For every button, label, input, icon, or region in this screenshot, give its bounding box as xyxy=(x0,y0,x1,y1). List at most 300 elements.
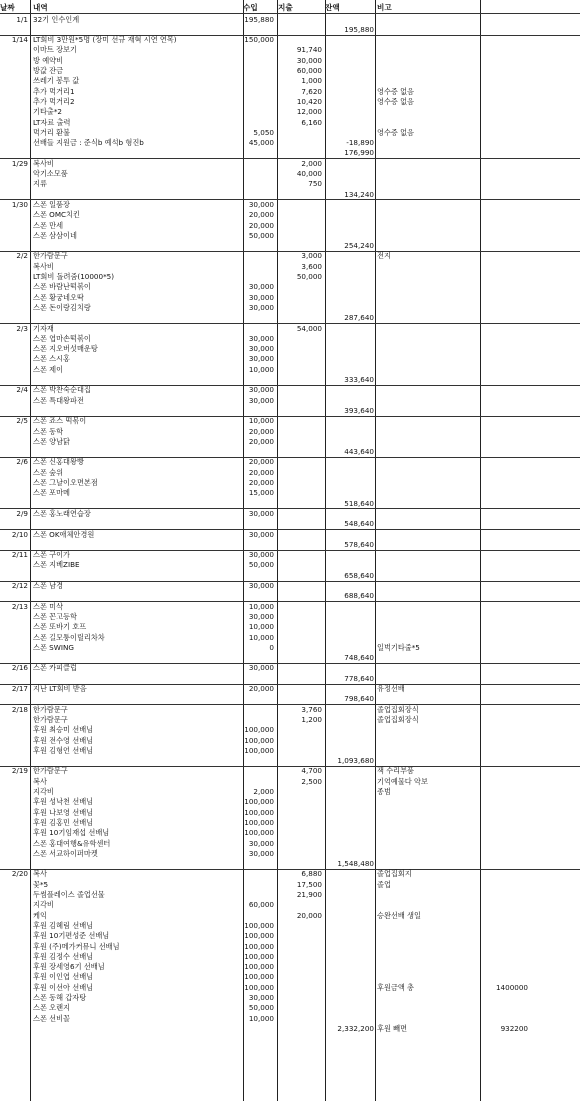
cell-date xyxy=(0,725,30,735)
cell-balance: 443,640 xyxy=(344,447,374,457)
table-row xyxy=(0,128,580,138)
cell-income: 10,000 xyxy=(248,364,274,374)
cell-income xyxy=(243,715,274,725)
cell-expense xyxy=(278,849,322,859)
table-row xyxy=(0,25,580,35)
header-desc: 내역 xyxy=(33,3,48,12)
cell-expense: 2,500 xyxy=(301,776,322,786)
cell-desc: 스폰 선비꼴 xyxy=(33,1013,71,1023)
cell-date xyxy=(0,118,30,128)
cell-desc xyxy=(33,190,243,200)
cell-note xyxy=(377,437,487,447)
cell-note xyxy=(377,231,487,241)
cell-desc xyxy=(33,148,243,158)
cell-income xyxy=(243,571,274,581)
cell-note xyxy=(377,45,487,55)
cell-income xyxy=(243,1024,274,1034)
cell-balance xyxy=(325,159,374,169)
cell-note xyxy=(377,509,487,519)
table-row xyxy=(0,725,580,735)
cell-date xyxy=(0,97,30,107)
table-row xyxy=(0,663,580,673)
table-row xyxy=(0,509,580,519)
cell-date xyxy=(0,375,30,385)
cell-note xyxy=(377,303,487,313)
cell-income xyxy=(243,591,274,601)
table-row xyxy=(0,303,580,313)
cell-expense xyxy=(278,962,322,972)
cell-note xyxy=(377,921,487,931)
table-row xyxy=(0,694,580,704)
cell-income xyxy=(243,45,274,55)
cell-balance xyxy=(325,468,374,478)
cell-date xyxy=(0,828,30,838)
cell-date xyxy=(0,25,30,35)
cell-note: 전지 xyxy=(377,251,391,261)
cell-balance xyxy=(325,839,374,849)
cell-balance xyxy=(325,725,374,735)
cell-date xyxy=(0,972,30,982)
cell-note xyxy=(377,354,487,364)
cell-date xyxy=(0,962,30,972)
cell-balance xyxy=(325,344,374,354)
cell-expense xyxy=(278,200,322,210)
table-row xyxy=(0,35,580,45)
cell-balance: 518,640 xyxy=(344,498,374,508)
cell-desc: 후원 전수영 선배님 xyxy=(33,735,94,745)
cell-note xyxy=(377,478,487,488)
cell-balance xyxy=(325,766,374,776)
cell-expense xyxy=(278,190,322,200)
cell-income xyxy=(243,869,274,879)
cell-income xyxy=(243,241,274,251)
cell-desc: 스폰 오랜지 xyxy=(33,1003,71,1013)
cell-balance xyxy=(325,251,374,261)
cell-desc: 스폰 홍노래연습장 xyxy=(33,508,91,518)
cell-balance xyxy=(325,87,374,97)
cell-note xyxy=(377,942,487,952)
cell-desc: 후원 장세영6기 선배님 xyxy=(33,962,105,972)
cell-income xyxy=(243,56,274,66)
cell-balance: 2,332,200 xyxy=(337,1023,374,1033)
table-row xyxy=(0,1014,580,1024)
table-row xyxy=(0,746,580,756)
cell-balance xyxy=(325,334,374,344)
table-row xyxy=(0,931,580,941)
cell-date xyxy=(0,880,30,890)
cell-note xyxy=(377,519,487,529)
header-expense: 지출 xyxy=(278,3,293,12)
cell-desc xyxy=(33,694,243,704)
cell-note xyxy=(377,839,487,849)
cell-date xyxy=(0,993,30,1003)
cell-income: 10,000 xyxy=(248,1013,274,1023)
cell-date xyxy=(0,1024,30,1034)
cell-desc: 선배들 지원금 : 준식b 예석b 형진b xyxy=(33,138,144,148)
cell-note: 졸업집회장식 xyxy=(377,714,419,724)
cell-balance xyxy=(325,354,374,364)
cell-balance xyxy=(325,128,374,138)
cell-income: 100,000 xyxy=(244,920,274,930)
table-row xyxy=(0,1003,580,1013)
header-balance: 잔액 xyxy=(325,3,340,12)
cell-expense xyxy=(278,25,322,35)
table-row xyxy=(0,56,580,66)
cell-expense xyxy=(278,746,322,756)
cell-date xyxy=(0,911,30,921)
cell-desc: 후원 김혜림 선배님 xyxy=(33,920,94,930)
cell-note xyxy=(377,736,487,746)
cell-income xyxy=(243,406,274,416)
cell-income xyxy=(243,674,274,684)
cell-date xyxy=(0,612,30,622)
cell-date xyxy=(0,76,30,86)
cell-expense xyxy=(278,983,322,993)
cell-note xyxy=(377,663,487,673)
cell-note xyxy=(377,972,487,982)
table-row xyxy=(0,478,580,488)
table-row xyxy=(0,828,580,838)
cell-date: 1/14 xyxy=(11,35,28,45)
table-row xyxy=(0,736,580,746)
cell-note xyxy=(377,581,487,591)
cell-date xyxy=(0,839,30,849)
cell-balance xyxy=(325,633,374,643)
cell-expense xyxy=(278,210,322,220)
cell-date xyxy=(0,890,30,900)
cell-note xyxy=(377,365,487,375)
table-row xyxy=(0,324,580,334)
cell-balance xyxy=(325,715,374,725)
cell-income: 100,000 xyxy=(244,807,274,817)
cell-note xyxy=(377,828,487,838)
cell-income xyxy=(243,169,274,179)
cell-expense: 21,900 xyxy=(296,890,322,899)
table-row xyxy=(0,45,580,55)
cell-note xyxy=(377,756,487,766)
table-row xyxy=(0,756,580,766)
cell-desc: 스폰 길모퉁이릴리차차 xyxy=(33,632,105,642)
cell-income xyxy=(243,911,274,921)
cell-date xyxy=(0,468,30,478)
table-row xyxy=(0,591,580,601)
cell-balance xyxy=(325,983,374,993)
cell-income xyxy=(243,447,274,457)
header-note: 비고 xyxy=(377,3,392,12)
cell-income: 10,000 xyxy=(248,416,274,426)
cell-date: 2/13 xyxy=(11,601,28,611)
table-row xyxy=(0,859,580,869)
cell-expense xyxy=(278,921,322,931)
cell-note: 종범 xyxy=(377,787,391,796)
cell-expense xyxy=(278,674,322,684)
cell-expense xyxy=(278,148,322,158)
cell-income: 0 xyxy=(269,642,274,652)
cell-desc: 추가 먹거리1 xyxy=(33,86,75,96)
table-row xyxy=(0,530,580,540)
cell-balance xyxy=(325,179,374,189)
cell-income: 100,000 xyxy=(244,951,274,961)
cell-desc: 스폰 숲위 xyxy=(33,467,64,477)
table-row xyxy=(0,159,580,169)
cell-expense: 1,000 xyxy=(301,76,322,86)
cell-desc xyxy=(33,519,243,529)
cell-income: 30,000 xyxy=(248,292,274,302)
cell-note xyxy=(377,488,487,498)
cell-note xyxy=(377,962,487,972)
table-row xyxy=(0,447,580,457)
cell-desc xyxy=(33,406,243,416)
cell-balance xyxy=(325,437,374,447)
cell-desc: 기자재 xyxy=(33,323,54,333)
cell-balance xyxy=(325,972,374,982)
cell-date xyxy=(0,45,30,55)
cell-desc: 스폰 바람난떡볶이 xyxy=(33,282,91,292)
cell-note xyxy=(377,427,487,437)
table-row xyxy=(0,97,580,107)
cell-expense xyxy=(278,478,322,488)
table-row xyxy=(0,787,580,797)
cell-expense: 3,600 xyxy=(301,261,322,271)
cell-expense xyxy=(278,344,322,354)
cell-desc: LT회비 3만원*5명 (장미 선규 재혁 시연 연목) xyxy=(33,35,177,45)
cell-balance xyxy=(325,962,374,972)
cell-balance: 548,640 xyxy=(344,519,374,529)
cell-expense: 750 xyxy=(308,179,322,189)
cell-income: 30,000 xyxy=(248,354,274,364)
cell-note xyxy=(377,138,487,148)
cell-expense xyxy=(278,499,322,509)
table-row xyxy=(0,550,580,560)
cell-desc: 후원 이선아 선배님 xyxy=(33,982,94,992)
cell-expense xyxy=(278,797,322,807)
cell-date xyxy=(0,777,30,787)
cell-note xyxy=(377,602,487,612)
cell-date xyxy=(0,437,30,447)
cell-income xyxy=(243,324,274,334)
cell-desc xyxy=(33,313,243,323)
cell-income xyxy=(243,25,274,35)
cell-income: 30,000 xyxy=(248,550,274,560)
cell-balance xyxy=(325,1003,374,1013)
cell-expense xyxy=(278,663,322,673)
cell-expense xyxy=(278,540,322,550)
cell-income: 100,000 xyxy=(244,725,274,735)
cell-note xyxy=(377,859,487,869)
cell-date: 2/6 xyxy=(16,457,28,467)
cell-date xyxy=(0,519,30,529)
cell-income: 10,000 xyxy=(248,601,274,611)
cell-expense: 7,620 xyxy=(301,86,322,96)
table-row xyxy=(0,633,580,643)
cell-note xyxy=(377,993,487,1003)
cell-balance xyxy=(325,684,374,694)
cell-note xyxy=(377,221,487,231)
table-row xyxy=(0,540,580,550)
cell-expense xyxy=(278,808,322,818)
cell-desc: 스폰 지베ZIBE xyxy=(33,560,80,570)
table-row xyxy=(0,571,580,581)
cell-balance xyxy=(325,869,374,879)
table-row xyxy=(0,983,580,993)
cell-balance: 1,548,480 xyxy=(337,859,374,869)
cell-expense: 54,000 xyxy=(296,323,322,333)
cell-desc: 꽃*5 xyxy=(33,879,49,889)
cell-date: 2/12 xyxy=(11,581,28,590)
cell-date xyxy=(0,179,30,189)
cell-expense xyxy=(278,571,322,581)
cell-income xyxy=(243,148,274,158)
cell-expense: 3,760 xyxy=(301,704,322,714)
cell-income xyxy=(243,107,274,117)
cell-income: 45,000 xyxy=(248,138,274,148)
cell-income: 20,000 xyxy=(248,220,274,230)
cell-expense xyxy=(278,35,322,45)
cell-note xyxy=(377,107,487,117)
cell-date xyxy=(0,293,30,303)
cell-balance xyxy=(325,643,374,653)
cell-income: 100,000 xyxy=(244,972,274,982)
header-row xyxy=(0,3,580,13)
cell-expense xyxy=(278,313,322,323)
cell-note: 영수증 없음 xyxy=(377,86,415,96)
cell-note: 잭 수리부품 xyxy=(377,766,415,776)
cell-income: 100,000 xyxy=(244,797,274,807)
cell-income xyxy=(243,97,274,107)
cell-expense xyxy=(278,684,322,694)
cell-desc: 악기소모품 xyxy=(33,169,68,178)
cell-desc: 방값 잔금 xyxy=(33,66,64,75)
table-row xyxy=(0,437,580,447)
cell-date xyxy=(0,622,30,632)
table-row xyxy=(0,406,580,416)
table-row xyxy=(0,427,580,437)
cell-balance xyxy=(325,427,374,437)
cell-desc: 스폰 미삭 xyxy=(33,601,64,611)
table-row xyxy=(0,190,580,200)
cell-balance xyxy=(325,736,374,746)
cell-note: 후원금액 총 xyxy=(377,982,415,992)
table-row xyxy=(0,313,580,323)
cell-note xyxy=(377,694,487,704)
cell-desc: 방 예약비 xyxy=(33,55,64,65)
cell-note xyxy=(377,76,487,86)
cell-note xyxy=(377,653,487,663)
cell-expense: 2,000 xyxy=(301,158,322,168)
cell-date xyxy=(0,540,30,550)
cell-desc: 복사비 xyxy=(33,158,54,168)
table-row xyxy=(0,777,580,787)
cell-note xyxy=(377,1003,487,1013)
cell-date xyxy=(0,138,30,148)
table-row xyxy=(0,365,580,375)
cell-desc: 스폰 삼삼이네 xyxy=(33,230,77,240)
cell-expense xyxy=(278,787,322,797)
cell-note xyxy=(377,210,487,220)
cell-expense xyxy=(278,427,322,437)
cell-balance xyxy=(325,509,374,519)
cell-desc: 스폰 특대왕파전 xyxy=(33,395,84,405)
table-row xyxy=(0,869,580,879)
cell-date xyxy=(0,694,30,704)
cell-balance xyxy=(325,530,374,540)
cell-desc: 스폰 스시홍 xyxy=(33,354,71,364)
cell-desc: 스폰 꼰고등학 xyxy=(33,611,77,621)
cell-note xyxy=(377,200,487,210)
table-row xyxy=(0,344,580,354)
cell-note xyxy=(377,612,487,622)
cell-note xyxy=(377,324,487,334)
cell-income xyxy=(243,118,274,128)
table-row xyxy=(0,705,580,715)
cell-note xyxy=(377,550,487,560)
cell-desc: 스폰 그날이오면본점 xyxy=(33,478,98,487)
cell-income xyxy=(243,653,274,663)
cell-desc: LT회비 돌려줌(10000*5) xyxy=(33,272,115,281)
cell-note xyxy=(377,15,487,25)
table-row xyxy=(0,715,580,725)
cell-note xyxy=(377,406,487,416)
cell-date xyxy=(0,128,30,138)
cell-desc xyxy=(33,653,243,663)
cell-income: 100,000 xyxy=(244,982,274,992)
cell-desc: 스폰 돈이랑김치랑 xyxy=(33,302,91,312)
cell-desc: 한가람문구 xyxy=(33,251,68,261)
cell-expense: 20,000 xyxy=(296,910,322,920)
cell-expense xyxy=(278,725,322,735)
cell-balance: 748,640 xyxy=(344,653,374,663)
cell-desc: 기타출*2 xyxy=(33,107,62,117)
table-row xyxy=(0,262,580,272)
cell-expense xyxy=(278,612,322,622)
cell-income: 30,000 xyxy=(248,395,274,405)
cell-expense xyxy=(278,694,322,704)
cell-date xyxy=(0,900,30,910)
cell-balance: 688,640 xyxy=(344,591,374,601)
cell-date xyxy=(0,87,30,97)
cell-income: 10,000 xyxy=(248,632,274,642)
cell-extra: 932200 xyxy=(500,1023,528,1033)
cell-date xyxy=(0,241,30,251)
cell-income: 20,000 xyxy=(248,467,274,477)
table-row xyxy=(0,622,580,632)
cell-note xyxy=(377,262,487,272)
cell-expense xyxy=(278,488,322,498)
cell-desc: 스폰 박찬숙순대집 xyxy=(33,385,91,395)
cell-expense xyxy=(278,633,322,643)
cell-expense xyxy=(278,138,322,148)
cell-desc xyxy=(33,241,243,251)
cell-balance: 287,640 xyxy=(344,313,374,323)
cell-income xyxy=(243,313,274,323)
cell-balance: 578,640 xyxy=(344,539,374,549)
cell-income xyxy=(243,272,274,282)
table-row xyxy=(0,839,580,849)
cell-note xyxy=(377,159,487,169)
cell-desc: 후원 나보영 선배님 xyxy=(33,807,94,817)
cell-date xyxy=(0,591,30,601)
cell-desc: 스폰 죠스 떡볶이 xyxy=(33,416,87,426)
cell-expense xyxy=(278,437,322,447)
table-row xyxy=(0,468,580,478)
cell-balance xyxy=(325,931,374,941)
cell-balance xyxy=(325,231,374,241)
cell-note xyxy=(377,35,487,45)
cell-expense: 6,160 xyxy=(301,117,322,127)
cell-note xyxy=(377,499,487,509)
cell-desc: 후원 최승미 선배님 xyxy=(33,725,94,735)
cell-expense xyxy=(278,231,322,241)
